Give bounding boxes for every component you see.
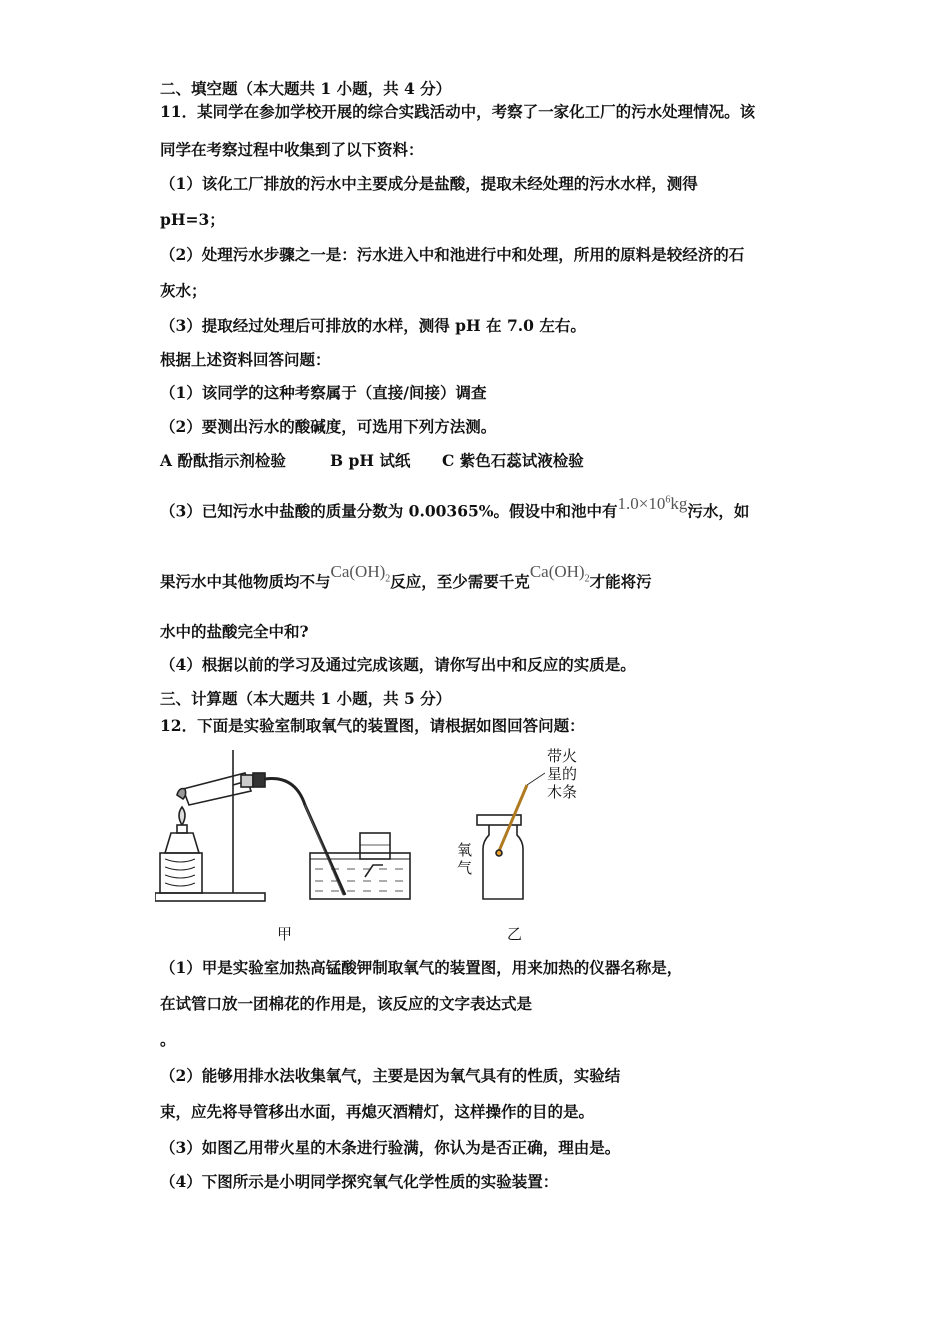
q11-stem-line1: 11．某同学在参加学校开展的综合实践活动中，考察了一家化工厂的污水处理情况。该 [160, 102, 756, 121]
q12-sub4: （4）下图所示是小明同学探究氧气化学性质的实验装置： [160, 1172, 559, 1191]
q11-option-c: C 紫色石蕊试液检验 [442, 451, 584, 470]
collecting-jar [360, 833, 390, 859]
q11-part4 [160, 655, 636, 675]
q11-part2-text: （2）要测出污水的酸碱度，可选用下列 [160, 417, 435, 436]
section2-heading: 二、填空题（本大题共 1 小题，共 4 分） [160, 79, 452, 98]
q11-option-b: B pH 试纸 [330, 451, 411, 470]
q12-sub1-line2-text: 在试管口放一团棉花的作用是 [160, 994, 362, 1013]
water-trough [310, 853, 410, 899]
q11-part3-line2-c: 千克 [498, 572, 530, 591]
glowing-splint [499, 785, 527, 851]
oxygen-label: 氧 气 [457, 841, 473, 877]
q12-sub1-line3-tail: 。 [160, 1030, 176, 1049]
q11-info3: （3）提取经过处理后可排放的水样，测得 pH 在 7.0 左右。 [160, 316, 586, 335]
oxygen-jar [483, 825, 523, 899]
q12-sub1-line1 [160, 958, 682, 978]
q11-part3-line2-b: 反应，至少需要 [390, 572, 499, 591]
q12-apparatus-figure [155, 745, 595, 945]
q12-sub3-tail: 。 [604, 1138, 621, 1157]
q11-info1-line1: （1）该化工厂排放的污水中主要成分是盐酸，提取未经处理的污水水样，测得 [160, 174, 698, 193]
q11-part4-tail: 。 [620, 655, 636, 674]
apparatus-drawing [155, 745, 595, 945]
q11-info2-line2: 灰水； [160, 281, 207, 300]
q11-prompt: 根据上述资料回答问题： [160, 350, 331, 369]
q11-part1-text: （1）该同学的这种考察属于 [160, 383, 357, 402]
q11-stem-line2: 同学在考察过程中收集到了以下资料： [160, 140, 424, 159]
q12-sub1-text: （1）甲是实验室加热高锰酸钾制取氧气的装置图，用来加热的仪器名称是 [160, 958, 667, 977]
q11-caoh-formula-2: $Ca(OH)_2$ [529, 562, 590, 585]
q12-sub1-line2 [160, 994, 532, 1014]
splint-label: 带火 星的 木条 [547, 747, 578, 801]
q11-part3-line1 [160, 493, 750, 522]
q12-sub2-text: （2）能够用排水法收集氧气，主要是因为氧气具有 [160, 1066, 512, 1085]
q11-caoh-formula-1: $Ca(OH)_2$ [330, 562, 391, 585]
q11-info2-line1: （2）处理污水步骤之一是：污水进入中和池进行中和处理，所用的原料是较经济的石 [160, 245, 745, 264]
section3-heading: 三、计算题（本大题共 1 小题，共 5 分） [160, 689, 452, 708]
q11-info1-line2: pH=3； [160, 210, 225, 229]
q11-part3-line3: 水中的盐酸完全中和? [160, 622, 309, 641]
q11-part3-text: （3）已知污水中盐酸的质量分数为 0.00365%。假设中和池中有 [160, 501, 618, 521]
alcohol-lamp [165, 833, 199, 853]
q12-sub1-tail: ， [666, 958, 683, 977]
q11-part2-tail: 方法测。 [434, 417, 497, 436]
q12-sub2-tail: 的性质，实验结 [511, 1066, 621, 1085]
q11-part4-text: （4）根据以前的学习及通过完成该题，请你写出中和反应的实质是 [160, 655, 621, 674]
stand-base [155, 893, 265, 901]
q12-sub3 [160, 1138, 620, 1158]
q11-part3-line2-a: 果污水中其他物质均不与 [160, 572, 331, 591]
q11-part3-line2-d: 才能将污 [589, 572, 652, 591]
q12-sub1-line3 [160, 1030, 176, 1050]
figure-label-yi: 乙 [507, 925, 523, 943]
q12-sub1-line2-tail: ，该反应的文字表达式是 [361, 994, 533, 1013]
q11-mass-value: $1.0\times 10^6kg$ [617, 493, 688, 513]
q12-sub2-line2-text: 束，应先将导管移出水面，再熄灭酒精灯，这样操作的目的是 [160, 1102, 579, 1121]
q11-part1-tail: （直接/间接）调查 [356, 383, 487, 402]
q12-sub2-line2 [160, 1102, 594, 1122]
q11-part3-tail: 污水，如 [687, 501, 750, 521]
q11-option-a: A 酚酞指示剂检验 [160, 451, 286, 470]
figure-label-jia: 甲 [277, 925, 293, 943]
q11-part2 [160, 417, 496, 437]
q12-sub2-line2-tail: 。 [578, 1102, 595, 1121]
flame [179, 807, 185, 825]
q11-part1 [160, 383, 486, 403]
q12-sub3-text: （3）如图乙用带火星的木条进行验满，你认为是否正确，理由是 [160, 1138, 605, 1157]
q12-sub2-line1 [160, 1066, 620, 1086]
q11-part3-line2 [160, 562, 652, 599]
q12-stem: 12．下面是实验室制取氧气的装置图，请根据如图回答问题： [160, 716, 585, 735]
